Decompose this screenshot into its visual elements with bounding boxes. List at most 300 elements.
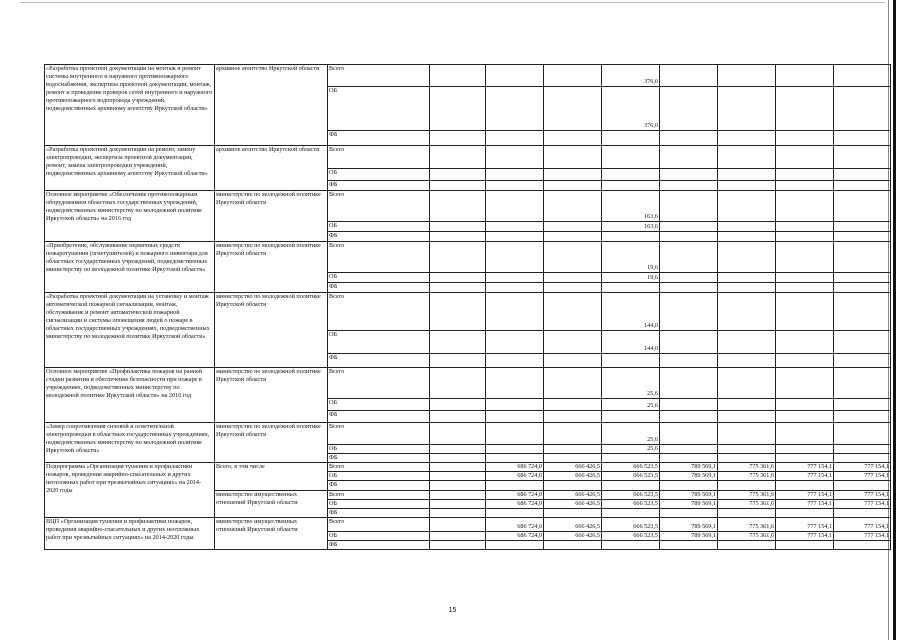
value-cell: 777 154,1 [776,532,834,541]
value-cell [544,293,602,331]
value-cell: 686 724,0 [486,518,544,532]
value-cell [776,423,834,445]
funding-source-cell: ОБ [328,399,430,411]
table-body [45,65,891,550]
funding-source-cell: ОБ [328,331,430,354]
value-cell: 686 724,0 [486,500,544,509]
value-cell [718,232,776,242]
value-cell [430,541,486,550]
value-cell [834,411,891,423]
value-cell: 666 523,5 [602,500,660,509]
value-cell [776,399,834,411]
value-cell [660,411,718,423]
value-cell [660,181,718,191]
value-cell [718,191,776,222]
value-cell [718,509,776,518]
value-cell: 666 523,5 [602,491,660,500]
value-cell [834,399,891,411]
table-row [45,368,891,399]
executor-cell: министерство по молодежной политике Иркутской области [215,293,328,368]
value-cell [776,354,834,368]
value-cell [776,169,834,181]
value-cell [544,242,602,273]
value-cell [430,500,486,509]
value-cell [776,232,834,242]
value-cell [430,283,486,293]
value-cell [430,411,486,423]
funding-source-cell: ФБ [328,454,430,463]
value-cell: 666 426,5 [544,472,602,481]
value-cell [718,354,776,368]
value-cell [660,242,718,273]
value-cell [834,169,891,181]
value-cell [430,131,486,146]
subprogram-description-cell: Подпрограмма «Организация тушения и профилактики пожаров, проведение аварийно-спасательных и других неотложных работ при чрезвычайных ситуациях» на 2014-2020 годы [45,463,215,518]
measure-description-cell: «Приобретение, обслуживание первичных средств пожаротушения (огнетушителей) и пожарного инвентаря для областных государственных учреждений, подведомственных министерству по молодежной политике Иркутской области» [45,242,215,293]
value-cell: 777 154,1 [834,532,891,541]
value-cell [776,181,834,191]
value-cell: 777 154,1 [776,491,834,500]
value-cell: 775 361,6 [718,491,776,500]
value-cell [834,181,891,191]
executor-cell: министерство по молодежной политике Иркутской области [215,423,328,463]
value-cell [486,65,544,87]
value-cell: 666 523,5 [602,463,660,472]
value-cell: 775 361,6 [718,472,776,481]
executor-cell: Всего, в том числе [215,463,328,491]
value-cell: 25,6 [602,368,660,399]
value-cell [486,181,544,191]
value-cell [486,131,544,146]
page-top-border [20,2,885,3]
value-cell [486,399,544,411]
value-cell [486,411,544,423]
value-cell [660,293,718,331]
value-cell [660,232,718,242]
executor-cell: министерство имущественных отношений Иркутской области [215,491,328,518]
value-cell [430,472,486,481]
funding-source-cell: Всего [328,368,430,399]
value-cell: 789 569,1 [660,500,718,509]
funding-source-cell: ОБ [328,273,430,283]
value-cell: 376,0 [602,65,660,87]
value-cell: 144,0 [602,331,660,354]
value-cell: 777 154,1 [776,500,834,509]
value-cell [430,222,486,232]
value-cell: 19,6 [602,273,660,283]
value-cell [430,509,486,518]
value-cell [718,399,776,411]
value-cell [486,273,544,283]
value-cell [430,532,486,541]
value-cell [718,541,776,550]
table-row [45,518,891,532]
value-cell [544,423,602,445]
value-cell [834,131,891,146]
table-row [45,423,891,445]
value-cell [776,331,834,354]
funding-source-cell: ФБ [328,481,430,491]
value-cell [544,368,602,399]
value-cell [834,509,891,518]
value-cell [486,191,544,222]
value-cell: 777 154,1 [834,518,891,532]
value-cell [486,331,544,354]
value-cell [602,481,660,491]
value-cell [486,354,544,368]
value-cell [718,222,776,232]
value-cell [834,454,891,463]
value-cell [718,331,776,354]
value-cell [834,445,891,454]
value-cell [430,423,486,445]
value-cell: 777 154,1 [834,491,891,500]
measure-description-cell: Основное мероприятие «Обеспечение противопожарным оборудованием областных государственных учреждений, подведомственных министерству по молодежной политике Иркутской области» на 2016 год [45,191,215,242]
value-cell [430,242,486,273]
value-cell [602,181,660,191]
value-cell [602,232,660,242]
value-cell [430,181,486,191]
value-cell [544,354,602,368]
funding-source-cell: Всего [328,146,430,169]
value-cell [660,509,718,518]
table-row [45,242,891,273]
value-cell [486,232,544,242]
value-cell [776,191,834,222]
vcp-description-cell: ВЦП «Организация тушения и профилактики пожаров, проведения аварийно-спасательных и других неотложных работ при чрезвычайных ситуациях» на 2014-2020 годы [45,518,215,550]
executor-cell: министерство по молодежной политике Иркутской области [215,191,328,242]
value-cell: 666 523,5 [602,472,660,481]
table-row [45,65,891,87]
value-cell [660,222,718,232]
value-cell [834,423,891,445]
value-cell [430,65,486,87]
value-cell: 775 361,6 [718,500,776,509]
value-cell [776,411,834,423]
value-cell [834,354,891,368]
value-cell [430,293,486,331]
value-cell [430,331,486,354]
value-cell [834,331,891,354]
value-cell [834,541,891,550]
value-cell: 775 361,6 [718,532,776,541]
value-cell: 775 361,6 [718,463,776,472]
value-cell [602,169,660,181]
value-cell [834,273,891,283]
value-cell: 686 724,0 [486,532,544,541]
funding-source-cell: ФБ [328,232,430,242]
funding-source-cell: Всего [328,463,430,472]
value-cell [834,481,891,491]
value-cell [834,232,891,242]
value-cell [602,283,660,293]
value-cell [660,541,718,550]
value-cell [660,445,718,454]
value-cell [660,399,718,411]
value-cell [718,411,776,423]
value-cell [486,293,544,331]
value-cell: 666 426,5 [544,518,602,532]
value-cell [602,454,660,463]
value-cell [430,191,486,222]
funding-source-cell: ОБ [328,532,430,541]
value-cell [776,454,834,463]
value-cell [660,481,718,491]
measure-description-cell: «Разработка проектной документации на установку и монтаж автоматической пожарной сигнализации, монтаж, обслуживание и ремонт автоматической пожарной сигнализации и системы оповещения людей о пожаре в областных государственных учреждениях, подведомственных министерству по молодежной политике Иркутской области» [45,293,215,368]
value-cell [660,283,718,293]
value-cell: 686 724,0 [486,491,544,500]
funding-source-cell: ОБ [328,222,430,232]
value-cell [430,518,486,532]
funding-source-cell: ОБ [328,472,430,481]
value-cell: 789 569,1 [660,491,718,500]
value-cell [776,368,834,399]
measure-description-cell: «Разработка проектной документации на монтаж и ремонт системы внутреннего и наружного противопожарного водоснабжения, экспертиза проектной документации, монтаж, ремонт и проведение проверок сетей внутреннего и наружного противопожарного водопровода учреждений, подведомственных архивному агентству Иркутской области» [45,65,215,146]
value-cell [430,169,486,181]
value-cell [602,411,660,423]
value-cell [430,454,486,463]
value-cell: 666 523,5 [602,532,660,541]
value-cell [430,368,486,399]
value-cell [544,411,602,423]
value-cell [718,454,776,463]
value-cell [486,509,544,518]
value-cell: 666 523,5 [602,518,660,532]
value-cell: 775 361,6 [718,518,776,532]
value-cell [430,399,486,411]
value-cell [430,481,486,491]
executor-cell: министерство по молодежной политике Иркутской области [215,368,328,423]
value-cell [776,541,834,550]
value-cell [544,232,602,242]
value-cell [660,368,718,399]
page-number: 15 [448,607,457,614]
value-cell: 666 426,5 [544,532,602,541]
value-cell [544,509,602,518]
value-cell [486,368,544,399]
funding-source-cell: ФБ [328,411,430,423]
value-cell [544,445,602,454]
value-cell [660,131,718,146]
funding-source-cell: ОБ [328,500,430,509]
value-cell [544,146,602,169]
value-cell [718,181,776,191]
value-cell [718,131,776,146]
funding-source-cell: Всего [328,423,430,445]
value-cell [430,87,486,131]
funding-source-cell: Всего [328,518,430,532]
value-cell [486,146,544,169]
value-cell [660,354,718,368]
value-cell: 777 154,1 [776,463,834,472]
value-cell: 777 154,1 [834,463,891,472]
funding-source-cell: Всего [328,491,430,500]
value-cell [776,146,834,169]
value-cell [776,509,834,518]
value-cell [718,87,776,131]
value-cell [544,131,602,146]
value-cell [718,481,776,491]
value-cell [544,191,602,222]
value-cell [486,541,544,550]
value-cell: 25,6 [602,399,660,411]
value-cell [834,65,891,87]
value-cell [430,232,486,242]
table-row [45,293,891,331]
value-cell: 163,6 [602,222,660,232]
funding-source-cell: ФБ [328,541,430,550]
value-cell [660,87,718,131]
value-cell [602,509,660,518]
value-cell [430,146,486,169]
value-cell: 789 569,1 [660,518,718,532]
funding-source-cell: Всего [328,65,430,87]
value-cell [718,169,776,181]
measure-description-cell: Основное мероприятие «Профилактика пожаров на ранней стадии развития и обеспечение безопасности при пожаре в учреждениях, подведомственных министерству по молодежной политике Иркутской области» на 2016 год [45,368,215,423]
value-cell [718,368,776,399]
value-cell: 686 724,0 [486,463,544,472]
funding-source-cell: Всего [328,293,430,331]
value-cell [834,242,891,273]
funding-source-cell: ФБ [328,509,430,518]
value-cell [486,242,544,273]
value-cell: 144,0 [602,293,660,331]
value-cell [602,354,660,368]
value-cell: 25,6 [602,423,660,445]
measure-description-cell: «Разработка проектной документации на ремонт, замену электропроводки, экспертиза проектной документации, ремонт, замена электропроводки учреждений, подведомственных архивному агентству Иркутской области» [45,146,215,191]
value-cell: 789 569,1 [660,463,718,472]
value-cell [602,131,660,146]
value-cell: 376,0 [602,87,660,131]
value-cell [718,242,776,273]
value-cell [486,481,544,491]
value-cell [834,368,891,399]
value-cell [834,293,891,331]
value-cell: 666 426,5 [544,500,602,509]
value-cell [718,445,776,454]
value-cell: 19,6 [602,242,660,273]
executor-cell: архивное агентство Иркутской области [215,146,328,191]
value-cell: 777 154,1 [834,472,891,481]
value-cell [776,283,834,293]
value-cell [718,423,776,445]
value-cell: 789 569,1 [660,472,718,481]
value-cell [660,331,718,354]
value-cell [660,273,718,283]
value-cell: 777 154,1 [776,518,834,532]
funding-source-cell: ФБ [328,181,430,191]
value-cell: 777 154,1 [776,472,834,481]
value-cell: 666 426,5 [544,491,602,500]
value-cell [544,87,602,131]
value-cell [486,169,544,181]
scan-right-edge [893,0,896,640]
value-cell [834,146,891,169]
value-cell [544,399,602,411]
value-cell [430,273,486,283]
value-cell [544,273,602,283]
executor-cell: архивное агентство Иркутской области [215,65,328,146]
value-cell [660,423,718,445]
table-row [45,146,891,169]
budget-table [44,64,891,550]
value-cell [486,87,544,131]
value-cell [660,169,718,181]
value-cell [718,65,776,87]
table-row [45,191,891,222]
value-cell [486,454,544,463]
funding-source-cell: ОБ [328,445,430,454]
value-cell [602,146,660,169]
value-cell [486,222,544,232]
value-cell [834,87,891,131]
funding-source-cell: ФБ [328,354,430,368]
value-cell [776,87,834,131]
value-cell [430,463,486,472]
value-cell: 666 426,5 [544,463,602,472]
value-cell [660,146,718,169]
value-cell [776,481,834,491]
value-cell [602,541,660,550]
value-cell [776,242,834,273]
value-cell: 777 154,1 [834,500,891,509]
value-cell [544,331,602,354]
value-cell [776,293,834,331]
executor-cell: министерство по молодежной политике Иркутской области [215,242,328,293]
value-cell [544,65,602,87]
value-cell [776,65,834,87]
value-cell: 163,6 [602,191,660,222]
value-cell [660,454,718,463]
value-cell [834,191,891,222]
executor-cell: министерство имущественных отношений Иркутской области [215,518,328,550]
value-cell [776,222,834,232]
value-cell [544,222,602,232]
value-cell: 789 569,1 [660,532,718,541]
value-cell [718,283,776,293]
funding-source-cell: ФБ [328,283,430,293]
value-cell [430,445,486,454]
value-cell [486,423,544,445]
value-cell [544,283,602,293]
value-cell [544,481,602,491]
value-cell [430,354,486,368]
value-cell [776,445,834,454]
value-cell [776,131,834,146]
value-cell [834,283,891,293]
value-cell [660,191,718,222]
value-cell [486,283,544,293]
value-cell [718,146,776,169]
value-cell [776,273,834,283]
funding-source-cell: ОБ [328,87,430,131]
value-cell [430,491,486,500]
value-cell [718,293,776,331]
funding-source-cell: Всего [328,242,430,273]
table-row [45,463,891,472]
funding-source-cell: ФБ [328,131,430,146]
value-cell: 686 724,0 [486,472,544,481]
value-cell [486,445,544,454]
value-cell [660,65,718,87]
value-cell [544,541,602,550]
measure-description-cell: «Замер сопротивления силовой и осветительной электропроводки в областных государственных учреждениях, подведомственных министерству по молодежной политике Иркутской области» [45,423,215,463]
value-cell: 25,6 [602,445,660,454]
funding-source-cell: ОБ [328,169,430,181]
value-cell [718,273,776,283]
value-cell [544,181,602,191]
funding-source-cell: Всего [328,191,430,222]
